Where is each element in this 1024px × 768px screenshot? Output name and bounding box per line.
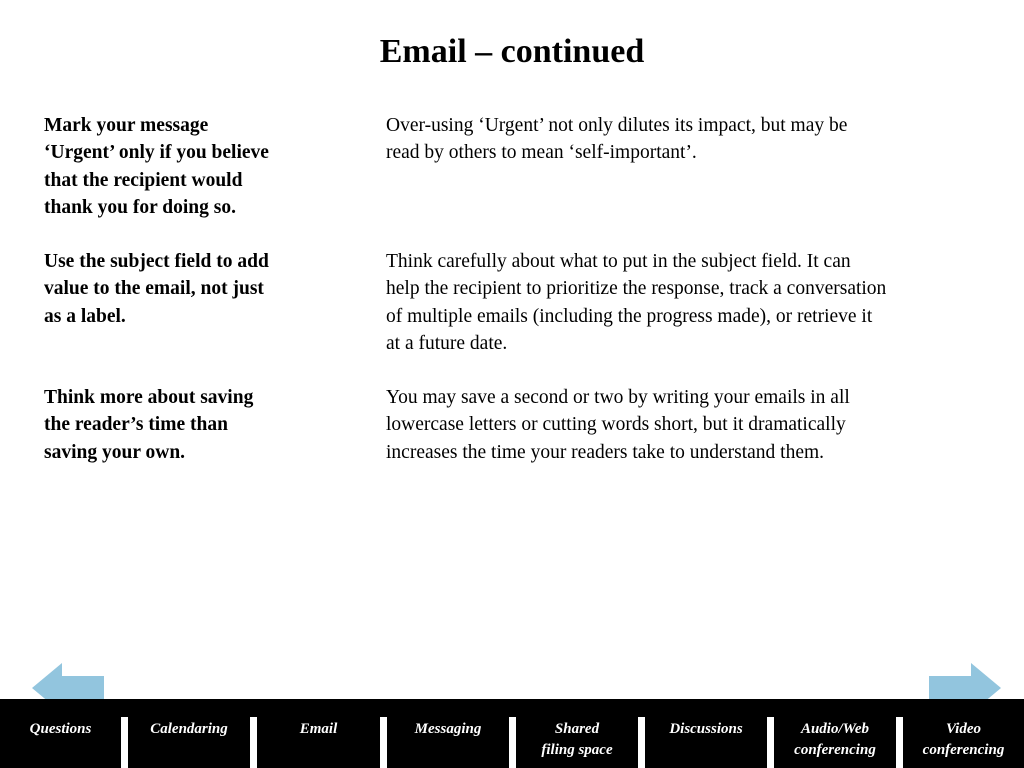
tab-divider xyxy=(509,717,516,768)
tab-label: Audio/Web xyxy=(800,721,870,737)
tab-audio-web-conferencing[interactable] xyxy=(774,717,896,768)
tab-messaging[interactable] xyxy=(387,717,509,768)
tab-label: Discussions xyxy=(669,721,743,737)
tab-label: Calendaring xyxy=(150,721,228,737)
tip-heading-subject xyxy=(44,248,314,330)
tab-shared-filing-space[interactable] xyxy=(516,717,638,768)
tip-detail-line: increases the time your readers take to understand them. xyxy=(386,441,825,463)
tab-label: conferencing xyxy=(922,741,1005,758)
tip-detail-line: read by others to mean ‘self-important’. xyxy=(386,142,697,164)
slide-title: Email – continued xyxy=(379,33,645,70)
tip-detail-line: Over-using ‘Urgent’ not only dilutes its impact, but may be xyxy=(386,115,848,136)
tip-detail-line: You may save a second or two by writing your emails in all xyxy=(386,387,850,408)
tip-detail-line: lowercase letters or cutting words short, but it dramatically xyxy=(386,414,846,436)
tip-detail-subject xyxy=(386,248,986,357)
tab-label: Shared xyxy=(554,721,600,737)
tip-heading-line: ‘Urgent’ only if you believe xyxy=(44,142,269,164)
tip-heading-line: that the recipient would xyxy=(44,169,243,191)
tip-heading-urgent xyxy=(44,112,314,221)
tip-heading-time xyxy=(44,384,314,466)
tab-label: filing space xyxy=(541,741,613,758)
tab-label: Messaging xyxy=(414,721,482,737)
tip-detail-line: of multiple emails (including the progress made), or retrieve it xyxy=(386,305,873,327)
tab-label: Video xyxy=(945,721,981,737)
tab-questions[interactable] xyxy=(0,717,121,768)
tab-label: Questions xyxy=(29,721,92,737)
tab-label: conferencing xyxy=(794,741,876,758)
tab-video-conferencing[interactable] xyxy=(903,717,1024,768)
tab-divider xyxy=(380,717,387,768)
tab-divider xyxy=(250,717,257,768)
tab-email[interactable] xyxy=(257,717,380,768)
tip-detail-line: at a future date. xyxy=(386,332,508,354)
tab-divider xyxy=(767,717,774,768)
tip-detail-urgent xyxy=(386,112,986,167)
tip-heading-line: value to the email, not just xyxy=(44,278,264,300)
tip-heading-line: as a label. xyxy=(44,305,126,327)
tab-divider xyxy=(896,717,903,768)
tip-heading-line: the reader’s time than xyxy=(44,414,228,436)
tab-discussions[interactable] xyxy=(645,717,767,768)
tip-detail-line: help the recipient to prioritize the response, track a conversation xyxy=(386,278,887,300)
tab-label: Email xyxy=(299,721,338,737)
tip-detail-time xyxy=(386,384,986,466)
tip-heading-line: thank you for doing so. xyxy=(44,196,236,218)
tip-heading-line: Mark your message xyxy=(44,115,209,136)
tip-heading-line: Use the subject field to add xyxy=(44,251,269,272)
tip-heading-line: Think more about saving xyxy=(44,387,254,408)
tip-heading-line: saving your own. xyxy=(44,441,186,463)
tip-detail-line: Think carefully about what to put in the subject field. It can xyxy=(386,251,851,272)
tab-calendaring[interactable] xyxy=(128,717,250,768)
tab-divider xyxy=(638,717,645,768)
tab-divider xyxy=(121,717,128,768)
